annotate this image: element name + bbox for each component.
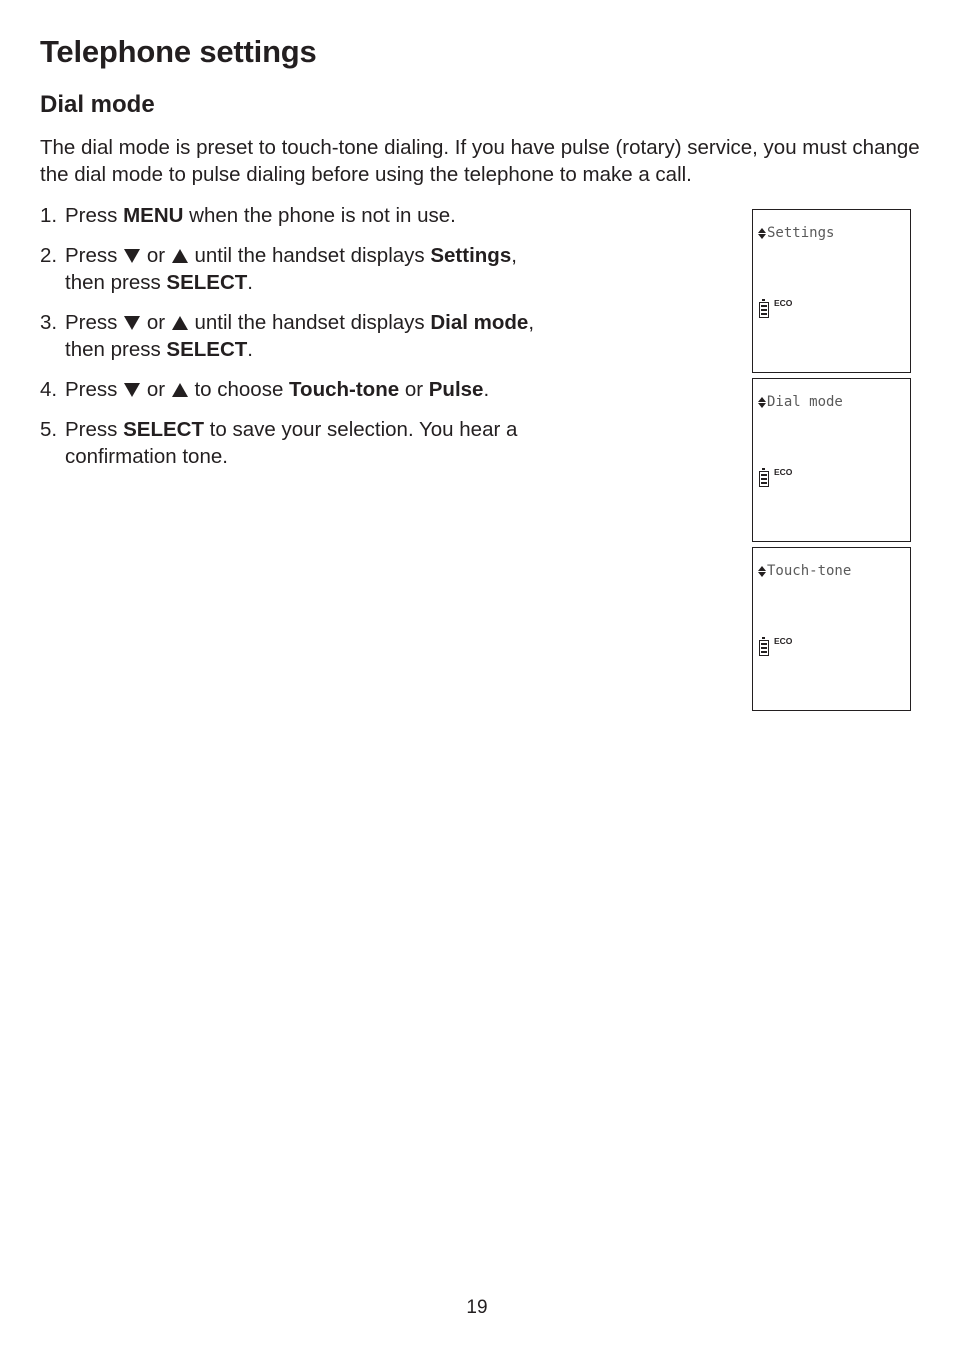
eco-indicator: ECO [774, 298, 793, 308]
screen-text: Touch-tone [767, 563, 852, 579]
handset-screen-settings [752, 209, 911, 373]
up-down-arrow-icon [758, 566, 766, 577]
up-arrow-icon [172, 383, 188, 397]
key-select: SELECT [166, 338, 248, 361]
battery-icon [759, 471, 769, 487]
key-select: SELECT [123, 418, 204, 441]
battery-icon [759, 302, 769, 318]
eco-indicator: ECO [774, 467, 793, 477]
eco-indicator: ECO [774, 636, 793, 646]
battery-icon [759, 640, 769, 656]
step-3: 3. Press or until the handset displays Dial mode, then press SELECT. [40, 311, 535, 361]
intro-paragraph: The dial mode is preset to touch-tone dialing. If you have pulse (rotary) service, you must change the dial mode to pulse dialing before using the telephone to make a call. [40, 136, 920, 186]
key-menu: MENU [123, 204, 184, 227]
step-number: 3. [40, 311, 58, 334]
key-select: SELECT [166, 271, 248, 294]
step-number: 4. [40, 378, 58, 401]
step-2: 2. Press or until the handset displays Settings, then press SELECT. [40, 244, 517, 294]
up-down-arrow-icon [758, 397, 766, 408]
down-arrow-icon [124, 316, 140, 330]
down-arrow-icon [124, 249, 140, 263]
step-4: 4. Press or to choose Touch-tone or Pulse. [40, 378, 490, 401]
handset-screen-dial-mode [752, 378, 911, 542]
steps-list [40, 202, 600, 483]
step-number: 2. [40, 244, 58, 267]
step-1: 1. Press MENU when the phone is not in use. [40, 204, 456, 227]
page-number: 19 [466, 1297, 488, 1318]
up-arrow-icon [172, 316, 188, 330]
step-number: 5. [40, 418, 58, 441]
section-title: Dial mode [40, 91, 155, 118]
step-5: 5. Press SELECT to save your selection. You hear a confirmation tone. [40, 418, 518, 468]
step-number: 1. [40, 204, 58, 227]
down-arrow-icon [124, 383, 140, 397]
screen-text: Settings [767, 225, 835, 241]
handset-screen-touch-tone [752, 547, 911, 711]
screen-text: Dial mode [767, 394, 843, 410]
up-down-arrow-icon [758, 228, 766, 239]
up-arrow-icon [172, 249, 188, 263]
page-title: Telephone settings [40, 34, 317, 69]
